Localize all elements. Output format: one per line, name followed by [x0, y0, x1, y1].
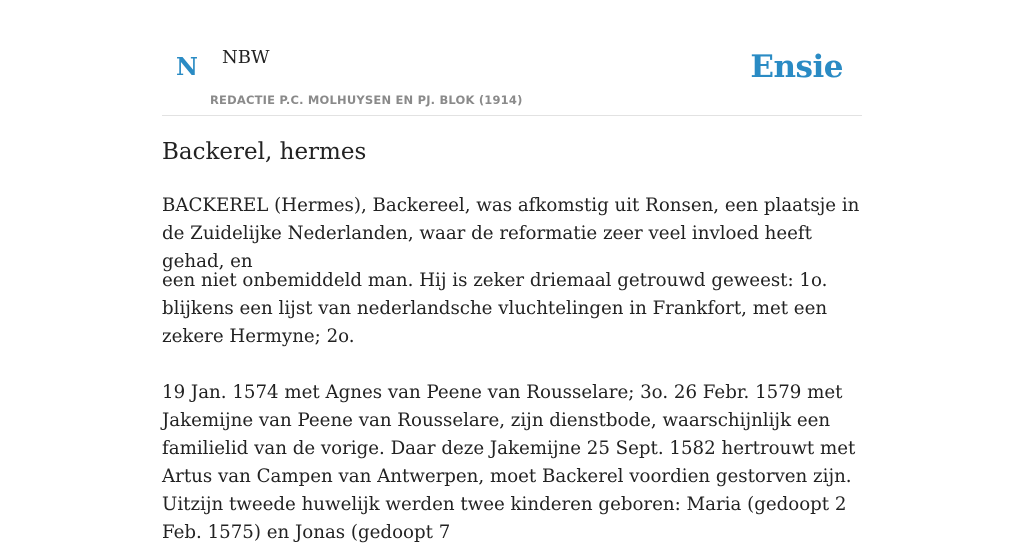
article-paragraph: 19 Jan. 1574 met Agnes van Peene van Rousselare; 3o. 26 Febr. 1579 met Jakemijne van Peene van Rousselare, zijn dienstbode, waarschijnlijk een familielid van de vorige. Daar deze Jakemijne 25 Sept. 1582 hertrouwt met Artus van Campen van Antwerpen, moet Backerel voordien gestorven zijn. Uitzijn tweede huwelijk werden twee kinderen geboren: Maria (gedoopt 2 Feb. 1575) en Jonas (gedoopt 7	[162, 382, 856, 543]
page-container	[162, 0, 862, 543]
source-logo[interactable]: N	[176, 52, 198, 81]
ensie-logo[interactable]: Ensie	[750, 49, 843, 85]
article-title: Backerel, hermes	[162, 139, 367, 165]
source-editors: REDACTIE P.C. MOLHUYSEN EN PJ. BLOK (1914)	[210, 93, 523, 107]
article-paragraph: BACKEREL (Hermes), Backereel, was afkomstig uit Ronsen, een plaatsje in de Zuidelijke Nederlanden, waar de reformatie zeer veel invloed heeft gehad, en	[162, 195, 860, 272]
source-header	[162, 0, 862, 116]
source-name[interactable]: NBW	[222, 47, 270, 68]
article-paragraph: een niet onbemiddeld man. Hij is zeker driemaal getrouwd geweest: 1o. blijkens een lijst van nederlandsche vluchtelingen in Frankfort, met een zekere Hermyne; 2o.	[162, 270, 828, 347]
